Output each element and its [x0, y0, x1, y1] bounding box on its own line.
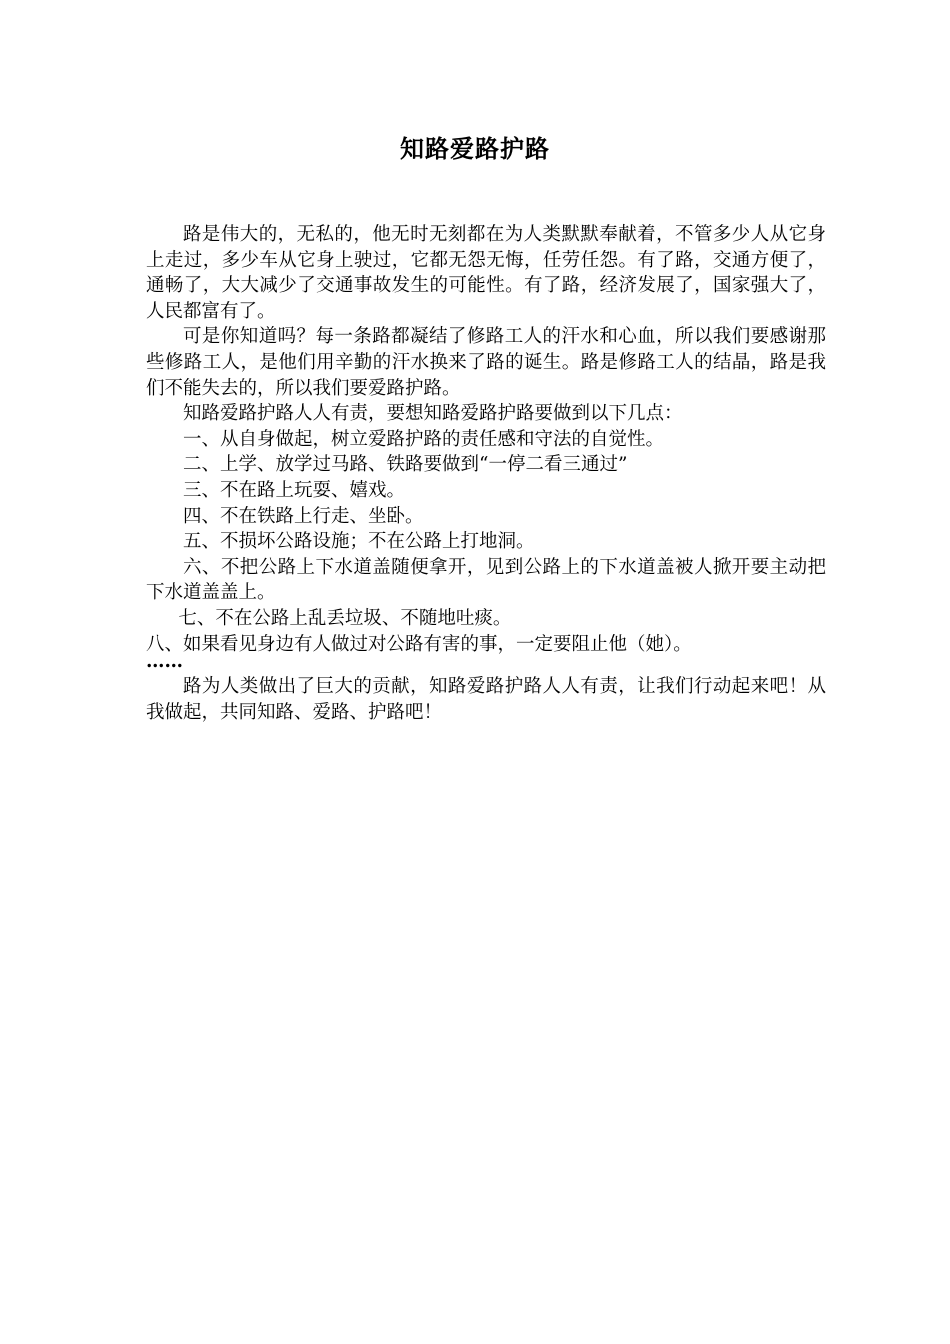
list-item-8: 八、如果看见身边有人做过对公路有害的事，一定要阻止他（她）。 [146, 633, 692, 655]
list-item-1: 一、从自身做起，树立爱路护路的责任感和守法的自觉性。 [183, 428, 665, 450]
paragraph-intro: 路是伟大的，无私的，他无时无刻都在为人类默默奉献着，不管多少人从它身上走过，多少车从它身上驶过，它都无怨无悔，任劳任怨。有了路，交通方便了，通畅了，大大减少了交通事故发生的可能性。有了路，经济发展了，国家强大了，人民都富有了。 [146, 224, 826, 322]
list-item-6: 六、不把公路上下水道盖随便拿开，见到公路上的下水道盖被人掀开要主动把下水道盖盖上。 [146, 556, 826, 604]
list-item-5: 五、不损坏公路设施；不在公路上打地洞。 [183, 531, 535, 553]
paragraph-responsibility: 知路爱路护路人人有责，要想知路爱路护路要做到以下几点： [183, 403, 683, 425]
document-title: 知路爱路护路 [400, 134, 550, 163]
paragraph-conclusion: 路为人类做出了巨大的贡献，知路爱路护路人人有责，让我们行动起来吧！从我做起，共同知路、爱路、护路吧！ [146, 676, 826, 723]
list-item-2: 二、上学、放学过马路、铁路要做到“一停二看三通过” [183, 454, 628, 476]
list-item-3: 三、不在路上玩耍、嬉戏。 [183, 479, 406, 501]
paragraph-thanks-workers: 可是你知道吗？每一条路都凝结了修路工人的汗水和心血，所以我们要感谢那些修路工人，是他们用辛勤的汗水换来了路的诞生。路是修路工人的结晶，路是我们不能失去的，所以我们要爱路护路。 [146, 326, 826, 399]
list-item-7: 七、不在公路上乱丢垃圾、不随地吐痰。 [178, 607, 512, 629]
document-body [146, 222, 826, 725]
list-item-4: 四、不在铁路上行走、坐卧。 [183, 505, 424, 527]
ellipsis: …… [146, 653, 183, 671]
